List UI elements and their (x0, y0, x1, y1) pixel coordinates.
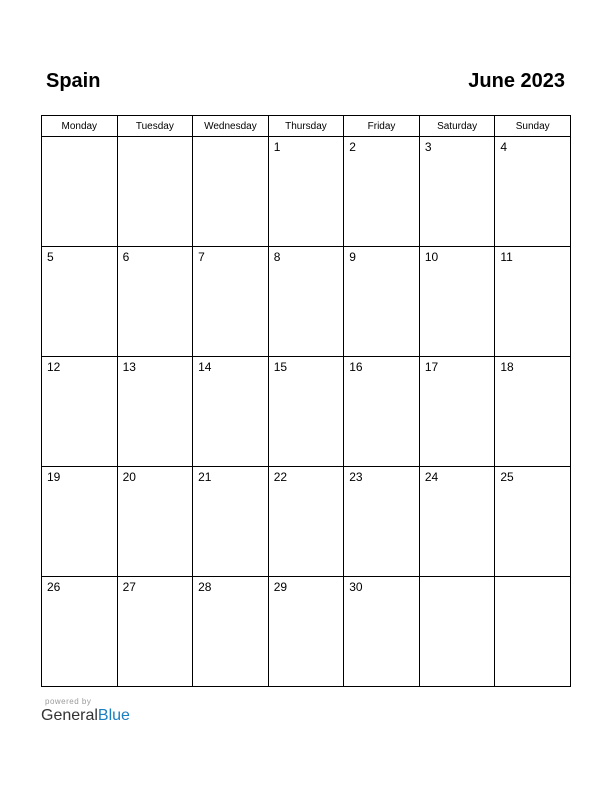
day-cell (495, 357, 571, 467)
day-cell (268, 137, 344, 247)
day-cell (344, 577, 420, 687)
day-cell (42, 247, 118, 357)
week-row (42, 137, 571, 247)
day-number: 30 (349, 580, 363, 594)
day-number (118, 137, 193, 140)
day-cell (344, 247, 420, 357)
day-cell (193, 357, 269, 467)
day-cell (42, 467, 118, 577)
day-cell (193, 577, 269, 687)
day-cell (344, 467, 420, 577)
day-number: 19 (47, 470, 61, 484)
weekday-header: Wednesday (193, 116, 269, 137)
day-cell (268, 357, 344, 467)
day-number: 11 (500, 250, 513, 264)
weekday-header-row (42, 116, 571, 137)
day-cell (344, 137, 420, 247)
day-number: 6 (122, 250, 130, 264)
month-year-title: June 2023 (468, 70, 565, 92)
day-cell (419, 577, 495, 687)
calendar-header (41, 70, 571, 98)
brand-name-general: General (41, 707, 98, 724)
day-cell (419, 137, 495, 247)
day-cell (495, 137, 571, 247)
day-number: 5 (47, 250, 54, 264)
day-cell (268, 467, 344, 577)
powered-by-text: powered by (45, 697, 92, 706)
day-cell (193, 247, 269, 357)
brand-name-blue: Blue (97, 707, 130, 724)
day-number: 29 (273, 580, 288, 594)
day-number: 17 (424, 360, 439, 374)
day-cell (42, 577, 118, 687)
brand-logo[interactable] (41, 707, 130, 725)
day-number: 26 (47, 580, 61, 594)
day-cell (268, 577, 344, 687)
day-number: 10 (424, 250, 439, 264)
day-number: 28 (198, 580, 212, 594)
country-title: Spain (46, 70, 101, 92)
weekday-header: Tuesday (117, 116, 193, 137)
day-number: 20 (122, 470, 136, 484)
day-cell (117, 247, 193, 357)
weekday-header: Sunday (495, 116, 571, 137)
day-cell (344, 357, 420, 467)
day-cell (495, 247, 571, 357)
day-cell (193, 467, 269, 577)
day-cell (419, 357, 495, 467)
day-number (420, 577, 495, 580)
day-number: 9 (349, 250, 356, 264)
day-number: 12 (47, 360, 61, 374)
day-cell (495, 467, 571, 577)
day-cell (117, 357, 193, 467)
weekday-header: Friday (344, 116, 420, 137)
day-number: 27 (122, 580, 136, 594)
day-cell (193, 137, 269, 247)
day-cell (117, 577, 193, 687)
day-number: 4 (500, 140, 508, 154)
day-cell (42, 137, 118, 247)
day-number: 15 (273, 360, 288, 374)
day-number: 1 (273, 140, 281, 154)
day-number: 18 (500, 360, 514, 374)
day-cell (495, 577, 571, 687)
day-cell (419, 467, 495, 577)
day-number (193, 137, 268, 140)
day-cell (419, 247, 495, 357)
day-cell (268, 247, 344, 357)
week-row (42, 467, 571, 577)
day-number (42, 137, 117, 140)
week-row (42, 247, 571, 357)
day-number: 7 (198, 250, 205, 264)
day-cell (117, 467, 193, 577)
day-number: 8 (273, 250, 281, 264)
day-number: 2 (349, 140, 356, 154)
day-number: 21 (198, 470, 212, 484)
day-number: 14 (198, 360, 212, 374)
day-number: 13 (122, 360, 136, 374)
day-cell (42, 357, 118, 467)
day-number: 16 (349, 360, 363, 374)
day-number (495, 577, 570, 580)
week-row (42, 357, 571, 467)
week-row (42, 577, 571, 687)
weekday-header: Monday (42, 116, 118, 137)
day-cell (117, 137, 193, 247)
day-number: 24 (424, 470, 439, 484)
day-number: 22 (273, 470, 288, 484)
weekday-header: Saturday (419, 116, 495, 137)
day-number: 23 (349, 470, 363, 484)
calendar-grid (41, 115, 571, 687)
weekday-header: Thursday (268, 116, 344, 137)
footer-branding (41, 697, 130, 725)
day-number: 25 (500, 470, 514, 484)
day-number: 3 (424, 140, 432, 154)
